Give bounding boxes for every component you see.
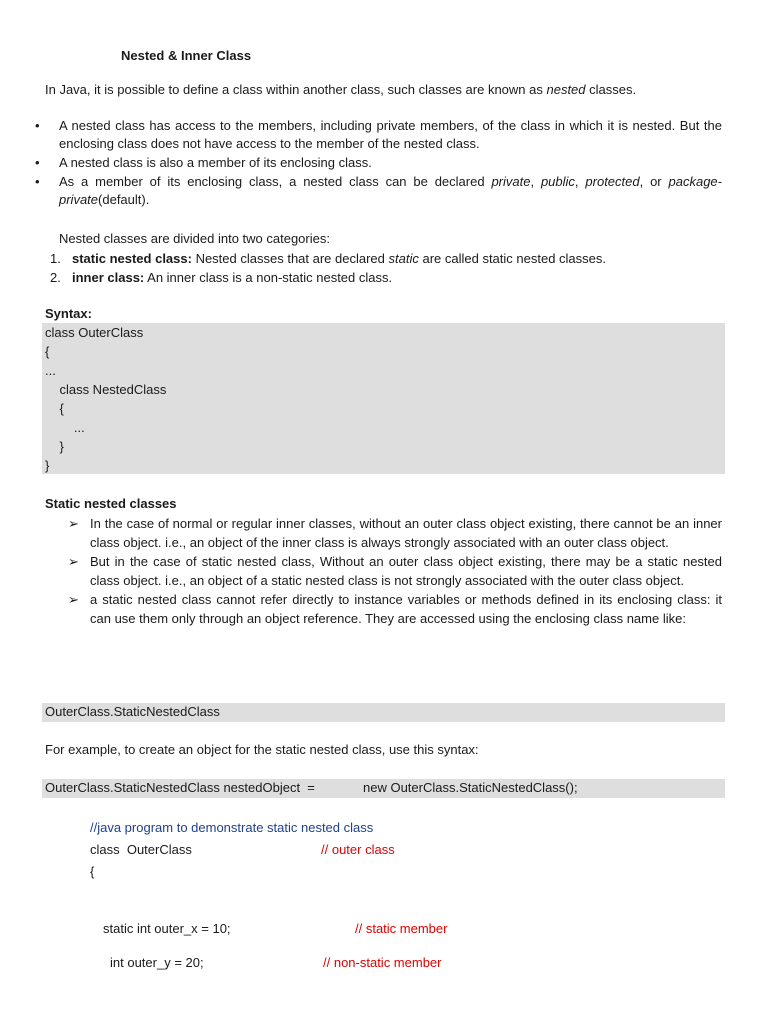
list-number: 2. (50, 270, 61, 285)
class-comment: // outer class (321, 842, 395, 857)
syntax-code-block (42, 323, 725, 474)
categories-intro: Nested classes are divided into two categories: (59, 231, 330, 246)
keyword-package-private: package-private (59, 174, 722, 207)
static-member-declaration: static int outer_x = 10; (103, 921, 231, 936)
bullet-icon: • (35, 155, 40, 170)
intro-text-end: classes. (585, 82, 637, 97)
code-line: class NestedClass (45, 382, 167, 397)
intro-paragraph (45, 82, 636, 97)
syntax-label: Syntax: (45, 306, 92, 321)
keyword-private: private (491, 174, 531, 189)
point-text: a static nested class cannot refer directly to instance variables or methods defined in its enclosing class: it can use them only through an object reference. They are accessed using the enclosing class name like: (90, 592, 722, 626)
list-item (0, 590, 768, 628)
open-brace: { (90, 864, 95, 879)
code-line: { (45, 344, 50, 359)
category-text: An inner class is a non-static nested class. (144, 270, 393, 285)
list-item (0, 154, 768, 172)
access-syntax-block (42, 703, 725, 722)
bullet-icon: • (35, 174, 40, 189)
arrow-bullet-icon: ➢ (68, 592, 79, 607)
keyword-static: static (388, 251, 419, 266)
category-text: Nested classes that are declared (191, 251, 389, 266)
code-line: ... (45, 420, 85, 435)
code-line: } (45, 458, 50, 473)
list-item (0, 117, 768, 153)
instance-member-declaration: int outer_y = 20; (110, 955, 204, 970)
object-syntax-right: new OuterClass.StaticNestedClass(); (363, 780, 578, 795)
bullet-text-part: , or (639, 174, 669, 189)
bullet-text-part: (default). (98, 192, 150, 207)
bullet-list (0, 117, 768, 210)
page-title: Nested & Inner Class (121, 48, 252, 63)
instance-member-comment: // non-static member (323, 955, 442, 970)
bullet-text-part: , (574, 174, 586, 189)
object-syntax-block (42, 779, 725, 798)
class-declaration: class OuterClass (90, 842, 192, 857)
code-line: class OuterClass (45, 325, 144, 340)
list-item (0, 249, 606, 268)
list-item (0, 552, 768, 590)
point-text: But in the case of static nested class, Without an outer class object existing, there may be a static nested class object. i.e., an object of a static nested class is not strongly associated with the outer class object. (90, 554, 722, 588)
category-text: are called static nested classes. (418, 251, 607, 266)
keyword-protected: protected (585, 174, 640, 189)
bullet-text (59, 174, 722, 207)
static-member-comment: // static member (355, 921, 448, 936)
bullet-text: A nested class has access to the members, including private members, of the class in which it is nested. But the enclosing class does not have access to the member of the nested class. (59, 118, 722, 151)
arrow-bullet-icon: ➢ (68, 554, 79, 569)
access-syntax: OuterClass.StaticNestedClass (45, 704, 220, 719)
bullet-icon: • (35, 118, 40, 133)
point-text: In the case of normal or regular inner classes, without an outer class object existing, there cannot be an inner class object. i.e., an object of the inner class is always strongly associated with an outer class object. (90, 516, 722, 550)
list-item (0, 514, 768, 552)
code-line: ... (45, 363, 56, 378)
static-points-list (0, 514, 768, 628)
bullet-text-part: , (530, 174, 541, 189)
list-item (0, 173, 768, 209)
bullet-text-part: As a member of its enclosing class, a nested class can be declared (59, 174, 492, 189)
keyword-public: public (540, 174, 575, 189)
list-item (0, 268, 606, 287)
category-term: inner class: (72, 270, 145, 285)
bullet-text: A nested class is also a member of its enclosing class. (59, 155, 372, 170)
example-intro: For example, to create an object for the static nested class, use this syntax: (45, 742, 479, 757)
code-line: { (45, 401, 64, 416)
intro-emphasis: nested (546, 82, 586, 97)
categories-list (0, 249, 606, 287)
list-number: 1. (50, 251, 61, 266)
category-term: static nested class: (72, 251, 192, 266)
code-line: } (45, 439, 64, 454)
arrow-bullet-icon: ➢ (68, 516, 79, 531)
intro-text: In Java, it is possible to define a class within another class, such classes are known as (45, 82, 547, 97)
program-comment: //java program to demonstrate static nested class (90, 820, 374, 835)
object-syntax-left: OuterClass.StaticNestedClass nestedObject = (45, 780, 315, 795)
section-title: Static nested classes (45, 496, 177, 511)
